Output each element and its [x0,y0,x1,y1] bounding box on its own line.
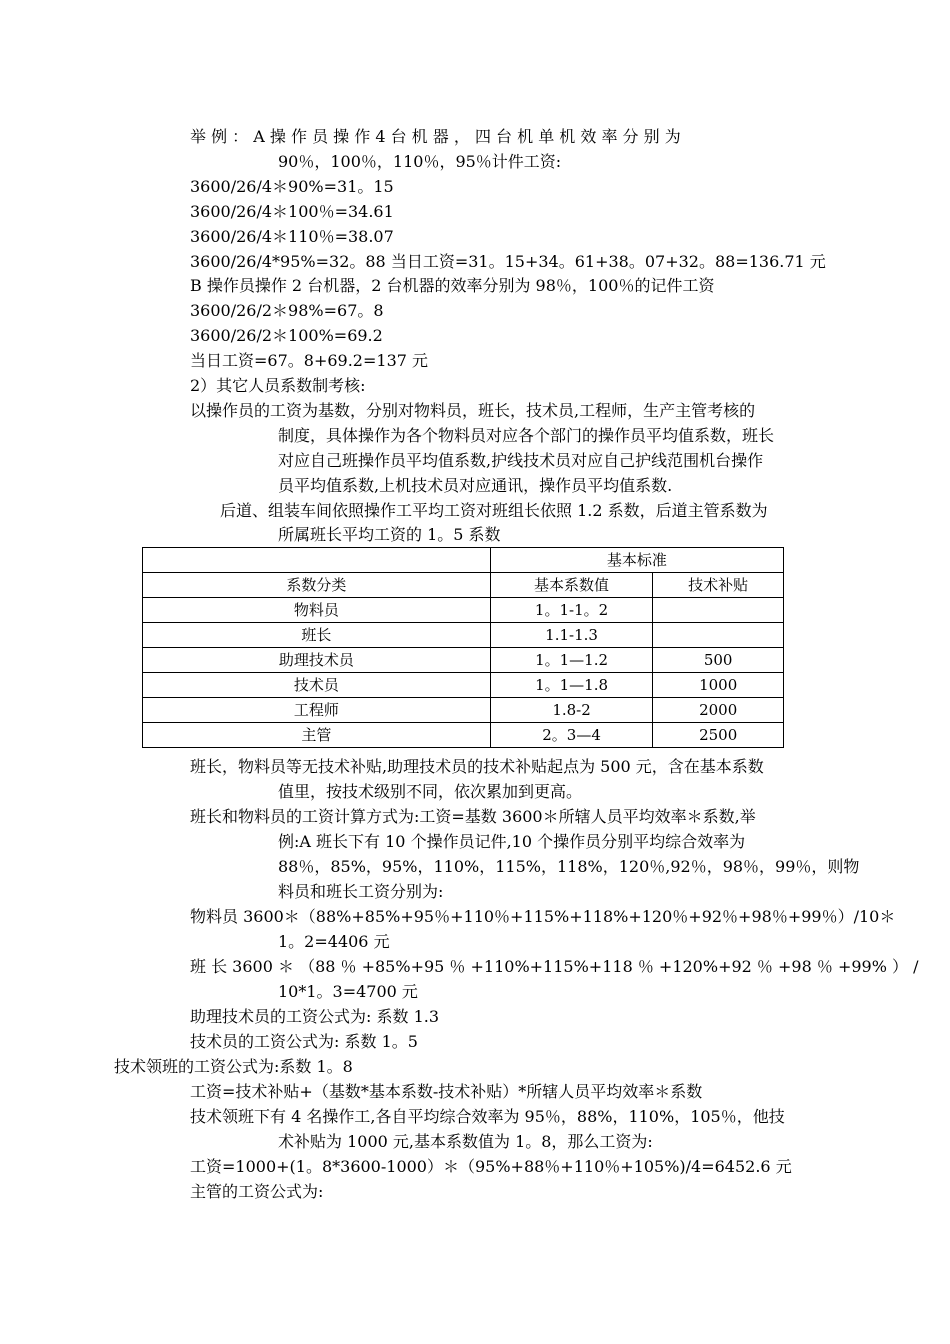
paragraph-line: 以操作员的工资为基数，分别对物料员，班长，技术员,工程师，生产主管考核的 [190,401,756,420]
paragraph-line: 班长和物料员的工资计算方式为:工资=基数 3600＊所辖人员平均效率＊系数,举 [190,807,756,826]
paragraph-line: 88％，85%，95%，110%，115%，118%，120％,92％，98％，99％，则物 [278,857,860,876]
formula-line: 工资=1000+(1。8*3600-1000）＊（95%+88％+110％+105%)/4=6452.6 元 [190,1157,792,1176]
table-cell-category: 工程师 [143,698,491,723]
paragraph-line: 班长，物料员等无技术补贴,助理技术员的技术补贴起点为 500 元，含在基本系数 [190,757,764,776]
formula-line: 10*1。3=4700 元 [278,982,418,1001]
table-header-base: 基本系数值 [490,573,653,598]
paragraph-line: 例:A 班长下有 10 个操作员记件,10 个操作员分别平均综合效率为 [278,832,746,851]
table-cell-tech [653,623,784,648]
calc-line: 3600/26/4*95%=32。88 当日工资=31。15+34。61+38。07+32。88=136.71 元 [190,252,826,271]
formula-line: 班 长 3600 ＊ （88 ％ +85%+95 ％ +110%+115%+118 ％ +120%+92 ％ +98 ％ +99% ） / [190,957,919,976]
formula-line: 工资=技术补贴+（基数*基本系数-技术补贴）*所辖人员平均效率＊系数 [190,1082,703,1101]
paragraph-line: 后道、组装车间依照操作工平均工资对班组长依照 1.2 系数，后道主管系数为 [220,501,768,520]
table-cell-category: 技术员 [143,673,491,698]
table-cell-category: 主管 [143,723,491,748]
formula-line: 1。2=4406 元 [278,932,390,951]
table-row [143,723,784,748]
paragraph-line: 值里，按技术级别不同，依次累加到更高。 [278,782,583,801]
calc-line: 3600/26/4＊100％=34.61 [190,202,394,221]
table-cell-base: 1.1-1.3 [490,623,653,648]
table-cell-tech: 2500 [653,723,784,748]
table-group-header: 基本标准 [490,548,783,573]
table-cell-category: 助理技术员 [143,648,491,673]
table-header-category: 系数分类 [143,573,491,598]
table-corner-cell [143,548,491,573]
coefficient-table [142,547,784,748]
formula-line: 助理技术员的工资公式为: 系数 1.3 [190,1007,440,1026]
table-row [143,698,784,723]
calc-line: 3600/26/2＊98%=67。8 [190,301,384,320]
table-row [143,623,784,648]
table-header-tech: 技术补贴 [653,573,784,598]
calc-line: 3600/26/2＊100%=69.2 [190,326,383,345]
formula-line: 技术领班的工资公式为:系数 1。8 [114,1057,353,1076]
table-row [143,598,784,623]
table-cell-base: 1。1—1.8 [490,673,653,698]
formula-line: 物料员 3600＊（88%+85%+95％+110％+115%+118%+120％+92％+98％+99％）/10＊ [190,907,896,926]
paragraph-line: 所属班长平均工资的 1。5 系数 [278,525,501,544]
example-line-b: B 操作员操作 2 台机器，2 台机器的效率分别为 98％，100％的记件工资 [190,276,715,295]
example-line-1-cont: 90％，100％，110％，95％计件工资: [278,152,562,171]
table-cell-tech: 2000 [653,698,784,723]
calc-line: 当日工资=67。8+69.2=137 元 [190,351,429,370]
paragraph-line: 料员和班长工资分别为: [278,882,444,901]
table-cell-tech: 500 [653,648,784,673]
paragraph-line: 对应自己班操作员平均值系数,护线技术员对应自己护线范围机台操作 [278,451,764,470]
table-row [143,673,784,698]
table-cell-category: 班长 [143,623,491,648]
table-cell-base: 1。1—1.2 [490,648,653,673]
section-line: 主管的工资公式为: [190,1182,324,1201]
paragraph-line: 员平均值系数,上机技术员对应通讯，操作员平均值系数. [278,476,673,495]
formula-line: 技术员的工资公式为: 系数 1。5 [190,1032,418,1051]
section-heading: 2）其它人员系数制考核: [190,376,366,395]
table-cell-base: 2。3—4 [490,723,653,748]
table-cell-base: 1。1-1。2 [490,598,653,623]
calc-line: 3600/26/4＊90%=31。15 [190,177,394,196]
table-cell-tech: 1000 [653,673,784,698]
paragraph-line: 术补贴为 1000 元,基本系数值为 1。8，那么工资为: [278,1132,653,1151]
paragraph-line: 技术领班下有 4 名操作工,各自平均综合效率为 95％，88%，110%，105％，他技 [190,1107,785,1126]
table-row [143,648,784,673]
paragraph-line: 制度，具体操作为各个物料员对应各个部门的操作员平均值系数，班长 [278,426,775,445]
calc-line: 3600/26/4＊110％=38.07 [190,227,394,246]
example-line-1: 举 例 ： A 操 作 员 操 作 4 台 机 器 ， 四 台 机 单 机 效 率 分 别 为 [190,127,681,146]
table-cell-category: 物料员 [143,598,491,623]
table-cell-base: 1.8-2 [490,698,653,723]
table-cell-tech [653,598,784,623]
